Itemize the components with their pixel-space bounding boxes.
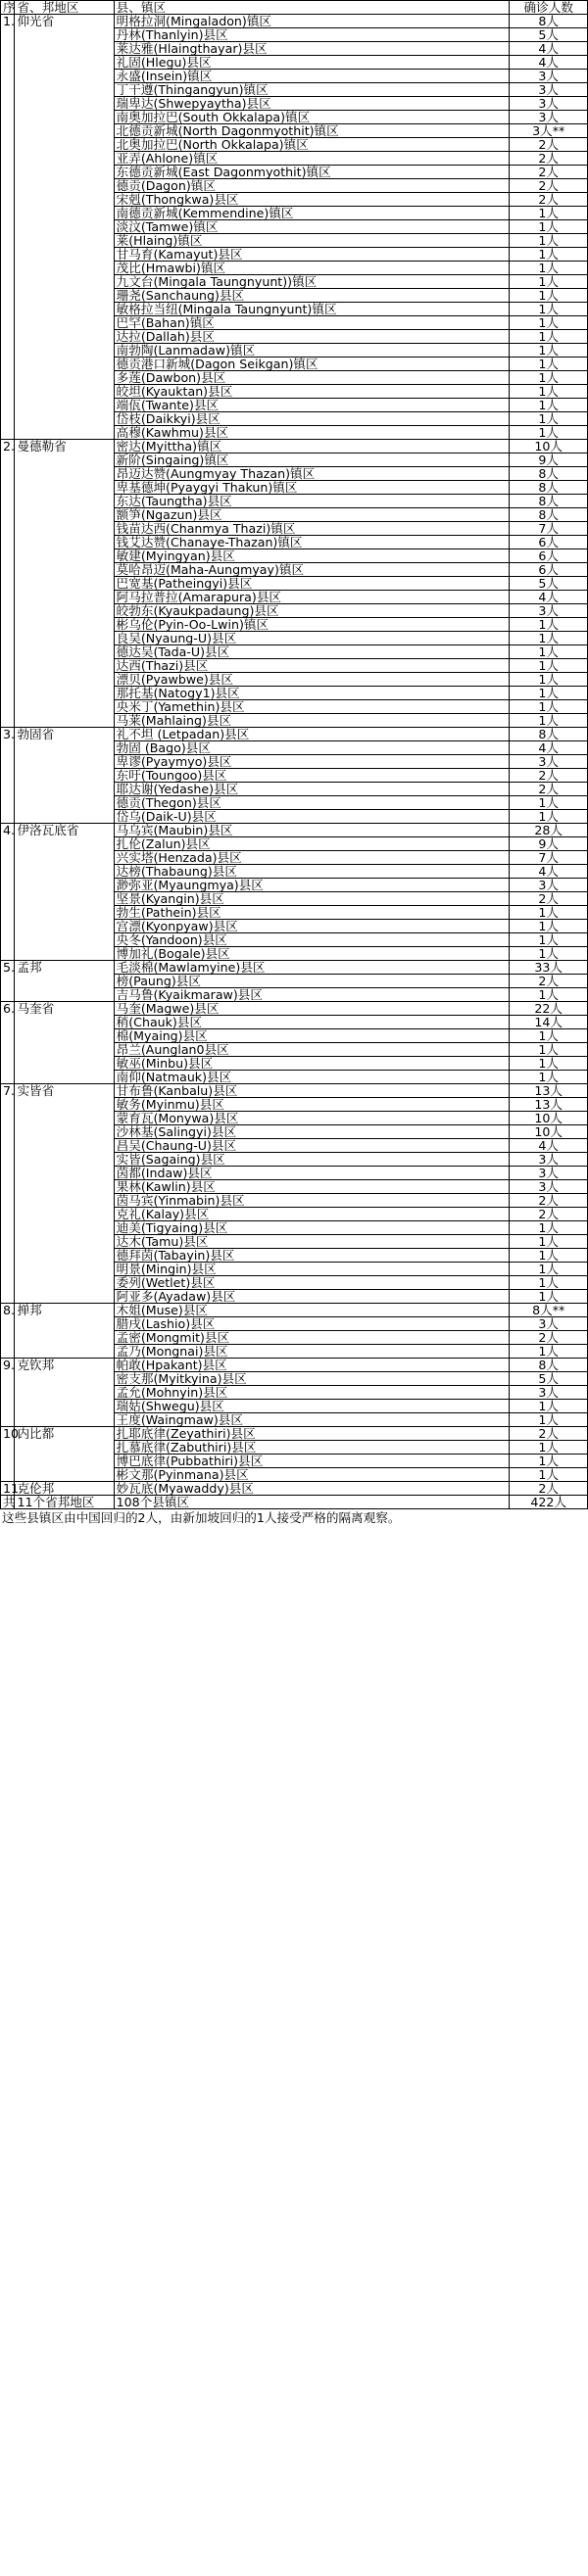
district-name: 巴宽基(Patheingyi)县区: [114, 577, 510, 591]
district-name: 德贡(Thegon)县区: [114, 796, 510, 810]
district-name: 昂迈达赞(Aungmyay Thazan)镇区: [114, 467, 510, 481]
case-count: 8人: [510, 495, 588, 508]
case-count: 10人: [510, 440, 588, 453]
district-name: 茵都(Indaw)县区: [114, 1167, 510, 1180]
district-name: 珊尧(Sanchaung)县区: [114, 289, 510, 303]
district-name: 榜(Paung)县区: [114, 975, 510, 988]
district-name: 密达(Myittha)镇区: [114, 440, 510, 453]
district-name: 阿亚多(Ayadaw)县区: [114, 1290, 510, 1304]
district-name: 淡汶(Tamwe)镇区: [114, 220, 510, 234]
table-row: [1, 1359, 588, 1372]
district-name: 毛淡棉(Mawlamyine)县区: [114, 961, 510, 975]
district-name: 莱(Hlaing)镇区: [114, 234, 510, 248]
district-name: 腊戌(Lashio)县区: [114, 1317, 510, 1331]
case-count: 4人: [510, 865, 588, 879]
case-count: 1人: [510, 1221, 588, 1235]
case-count: 1人: [510, 700, 588, 714]
district-name: 马莱(Mahlaing)县区: [114, 714, 510, 728]
district-name: 皎坦(Kyauktan)县区: [114, 385, 510, 399]
district-name: 稍(Chauk)县区: [114, 1016, 510, 1029]
case-count: 3人: [510, 1317, 588, 1331]
group-region: 伊洛瓦底省: [15, 824, 114, 961]
district-name: 博加礼(Bogale)县区: [114, 947, 510, 961]
group-region: 克伦邦: [15, 1482, 114, 1496]
table-row: [1, 1304, 588, 1317]
district-name: 明格拉洞(Mingaladon)镇区: [114, 15, 510, 28]
group-number: 4.: [1, 824, 15, 961]
district-name: 扎耶底律(Zeyathiri)县区: [114, 1427, 510, 1441]
case-count: 8人: [510, 481, 588, 495]
district-name: 礼不坦 (Letpadan)县区: [114, 728, 510, 741]
case-count: 1人: [510, 1263, 588, 1276]
case-count: 1人: [510, 920, 588, 933]
case-count: 5人: [510, 1372, 588, 1386]
district-name: 德拜茵(Tabayin)县区: [114, 1249, 510, 1263]
case-count: 1人: [510, 645, 588, 659]
group-region: 仰光省: [15, 15, 114, 440]
case-count: 2人: [510, 1194, 588, 1208]
district-name: 南勃陶(Lanmadaw)镇区: [114, 344, 510, 358]
case-count: 2人: [510, 975, 588, 988]
case-count: 8人: [510, 1359, 588, 1372]
group-number: 10.: [1, 1427, 15, 1482]
district-name: 王度(Waingmaw)县区: [114, 1413, 510, 1427]
district-name: 礼固(Hlegu)县区: [114, 56, 510, 70]
case-count: 6人: [510, 563, 588, 577]
district-name: 多莲(Dawbon)县区: [114, 371, 510, 385]
case-count: 1人: [510, 1345, 588, 1359]
case-count: 10人: [510, 1125, 588, 1139]
case-count: 1人: [510, 673, 588, 687]
footnote: 这些县镇区由中国回归的2人，由新加坡回归的1人接受严格的隔离观察。: [2, 1510, 401, 1525]
district-name: 端佤(Twante)县区: [114, 399, 510, 412]
case-count: 3人: [510, 97, 588, 111]
district-name: 德贡(Dagon)镇区: [114, 179, 510, 193]
district-name: 孟乃(Mongnai)县区: [114, 1345, 510, 1359]
case-count: 5人: [510, 577, 588, 591]
district-name: 昌吴(Chaung-U)县区: [114, 1139, 510, 1153]
district-name: 卑谬(Pyaymyo)县区: [114, 755, 510, 769]
case-count: 1人: [510, 1029, 588, 1043]
district-name: 丁干遵(Thingangyun)镇区: [114, 83, 510, 97]
case-count: 2人: [510, 152, 588, 166]
case-count: 1人: [510, 1235, 588, 1249]
case-count: 3人: [510, 111, 588, 124]
group-number: 7.: [1, 1084, 15, 1304]
case-count: 1人: [510, 1071, 588, 1084]
district-name: 额笋(Ngazun)县区: [114, 508, 510, 522]
group-region: 孟邦: [15, 961, 114, 1002]
case-count: 1人: [510, 906, 588, 920]
case-count: 3人: [510, 83, 588, 97]
case-count: 1人: [510, 385, 588, 399]
district-name: 北奥加拉巴(North Okkalapa)镇区: [114, 138, 510, 152]
district-name: 勃生(Pathein)县区: [114, 906, 510, 920]
total-no: 共: [1, 1496, 15, 1509]
district-name: 蒙育瓦(Monywa)县区: [114, 1112, 510, 1125]
district-name: 瑞卑达(Shwepyaytha)县区: [114, 97, 510, 111]
table-row: [1, 961, 588, 975]
district-name: 帕敢(Hpakant)县区: [114, 1359, 510, 1372]
case-count: 1人: [510, 1400, 588, 1413]
case-count: 1人: [510, 262, 588, 275]
district-name: 彬乌伦(Pyin-Oo-Lwin)镇区: [114, 618, 510, 632]
table-row: [1, 1084, 588, 1098]
case-count: 8人: [510, 728, 588, 741]
case-count: 3人: [510, 70, 588, 83]
case-count: 1人: [510, 412, 588, 426]
group-number: 6.: [1, 1002, 15, 1084]
case-count: 4人: [510, 1139, 588, 1153]
district-name: 莫哈昂迈(Maha-Aungmyay)镇区: [114, 563, 510, 577]
table-row: [1, 728, 588, 741]
group-region: 克钦邦: [15, 1359, 114, 1427]
case-count: 8人: [510, 15, 588, 28]
header-count: 确诊人数: [510, 1, 588, 15]
case-count: 13人: [510, 1084, 588, 1098]
district-name: 沙林基(Salingyi)县区: [114, 1125, 510, 1139]
case-count: 1人: [510, 316, 588, 330]
district-name: 木姐(Muse)县区: [114, 1304, 510, 1317]
case-count: 1人: [510, 1413, 588, 1427]
case-count: 22人: [510, 1002, 588, 1016]
case-count: 1人: [510, 426, 588, 440]
district-name: 妙瓦底(Myawaddy)县区: [114, 1482, 510, 1496]
district-name: 德贡港口新城(Dagon Seikgan)镇区: [114, 358, 510, 371]
case-count: 1人: [510, 933, 588, 947]
district-name: 昂兰(Aunglan0县区: [114, 1043, 510, 1057]
district-name: 委列(Wetlet)县区: [114, 1276, 510, 1290]
district-name: 茂比(Hmawbi)镇区: [114, 262, 510, 275]
case-count: 13人: [510, 1098, 588, 1112]
case-count: 1人: [510, 358, 588, 371]
case-count: 1人: [510, 1441, 588, 1455]
district-name: 永盛(Insein)镇区: [114, 70, 510, 83]
case-count: 1人: [510, 659, 588, 673]
district-name: 莱达雅(Hlaingthayar)县区: [114, 42, 510, 56]
district-name: 敏巫(Minbu)县区: [114, 1057, 510, 1071]
district-name: 克礼(Kalay)县区: [114, 1208, 510, 1221]
district-name: 宋剋(Thongkwa)县区: [114, 193, 510, 207]
district-name: 甘马育(Kamayut)县区: [114, 248, 510, 262]
district-name: 实皆(Sagaing)县区: [114, 1153, 510, 1167]
case-count: 28人: [510, 824, 588, 837]
case-count: 3人**: [510, 124, 588, 138]
group-number: 5.: [1, 961, 15, 1002]
district-name: 央冬(Yandoon)县区: [114, 933, 510, 947]
case-count: 1人: [510, 275, 588, 289]
total-district: 108个县镇区: [114, 1496, 510, 1509]
district-name: 东吁(Toungoo)县区: [114, 769, 510, 783]
case-count: 1人: [510, 220, 588, 234]
case-count: 1人: [510, 1249, 588, 1263]
group-number: 1.: [1, 15, 15, 440]
district-name: 孟密(Mongmit)县区: [114, 1331, 510, 1345]
case-count: 3人: [510, 1180, 588, 1194]
group-region: 内比都: [15, 1427, 114, 1482]
case-count: 1人: [510, 1290, 588, 1304]
district-name: 那托基(Natogy1)县区: [114, 687, 510, 700]
district-name: 敏建(Myingyan)县区: [114, 549, 510, 563]
case-count: 1人: [510, 714, 588, 728]
district-name: 东德贡新城(East Dagonmyothit)镇区: [114, 166, 510, 179]
case-count: 1人: [510, 1468, 588, 1482]
case-count: 2人: [510, 1331, 588, 1345]
district-name: 博巴底律(Pubbathiri)县区: [114, 1455, 510, 1468]
case-count: 3人: [510, 604, 588, 618]
case-count: 2人: [510, 138, 588, 152]
district-name: 漂贝(Pyawbwe)县区: [114, 673, 510, 687]
case-count: 1人: [510, 371, 588, 385]
district-name: 九文台(Mingala Taungnyunt))镇区: [114, 275, 510, 289]
case-count: 1人: [510, 1043, 588, 1057]
group-region: 曼德勒省: [15, 440, 114, 728]
case-count: 3人: [510, 1386, 588, 1400]
case-count: 1人: [510, 399, 588, 412]
case-count: 2人: [510, 166, 588, 179]
group-number: 11.: [1, 1482, 15, 1496]
total-region: 11个省邦地区: [15, 1496, 114, 1509]
table-row: [1, 1427, 588, 1441]
district-name: 马乌宾(Maubin)县区: [114, 824, 510, 837]
district-name: 耶达谢(Yedashe)县区: [114, 783, 510, 796]
district-name: 巴罕(Bahan)镇区: [114, 316, 510, 330]
case-count: 8人: [510, 467, 588, 481]
total-count: 422人: [510, 1496, 588, 1509]
district-name: 敏务(Myinmu)县区: [114, 1098, 510, 1112]
case-count: 6人: [510, 549, 588, 563]
district-name: 扎伦(Zalun)县区: [114, 837, 510, 851]
case-count: 9人: [510, 837, 588, 851]
header-no: 序: [1, 1, 15, 15]
case-count: 3人: [510, 755, 588, 769]
case-count: 1人: [510, 1057, 588, 1071]
district-name: 坚景(Kyangin)县区: [114, 892, 510, 906]
district-name: 北德贡新城(North Dagonmyothit)镇区: [114, 124, 510, 138]
district-name: 达西(Thazi)县区: [114, 659, 510, 673]
district-name: 明景(Mingin)县区: [114, 1263, 510, 1276]
table-body: [1, 1, 588, 1509]
district-name: 甘布鲁(Kanbalu)县区: [114, 1084, 510, 1098]
case-count: 33人: [510, 961, 588, 975]
group-number: 2.: [1, 440, 15, 728]
case-count: 1人: [510, 1276, 588, 1290]
district-name: 丹林(Thanlyin)县区: [114, 28, 510, 42]
district-name: 宫漂(Kyonpyaw)县区: [114, 920, 510, 933]
case-count: 1人: [510, 234, 588, 248]
district-name: 钱艾达赞(Chanaye-Thazan)镇区: [114, 536, 510, 549]
case-count: 8人**: [510, 1304, 588, 1317]
group-region: 勃固省: [15, 728, 114, 824]
case-count: 2人: [510, 1208, 588, 1221]
district-name: 达榜(Thabaung)县区: [114, 865, 510, 879]
district-name: 卑基德坤(Pyaygyi Thakun)镇区: [114, 481, 510, 495]
total-row: [1, 1496, 588, 1509]
district-name: 勃固 (Bago)县区: [114, 741, 510, 755]
district-name: 高穆(Kawhmu)县区: [114, 426, 510, 440]
case-count: 2人: [510, 892, 588, 906]
group-region: 实皆省: [15, 1084, 114, 1304]
district-name: 茵马宾(Yinmabin)县区: [114, 1194, 510, 1208]
case-count: 1人: [510, 1455, 588, 1468]
case-count: 1人: [510, 947, 588, 961]
case-count: 3人: [510, 1167, 588, 1180]
table-row: [1, 440, 588, 453]
case-count: 1人: [510, 988, 588, 1002]
district-name: 达木(Tamu)县区: [114, 1235, 510, 1249]
case-count: 1人: [510, 796, 588, 810]
district-name: 瑞姑(Shwegu)县区: [114, 1400, 510, 1413]
header-region: 省、邦地区: [15, 1, 114, 15]
district-name: 阿马拉普拉(Amarapura)县区: [114, 591, 510, 604]
case-count: 4人: [510, 42, 588, 56]
case-count: 2人: [510, 783, 588, 796]
district-name: 良吴(Nyaung-U)县区: [114, 632, 510, 645]
district-name: 南仰(Natmauk)县区: [114, 1071, 510, 1084]
case-count: 7人: [510, 851, 588, 865]
case-count: 14人: [510, 1016, 588, 1029]
case-count: 3人: [510, 879, 588, 892]
table-row: [1, 1002, 588, 1016]
district-name: 德达吴(Tada-U)县区: [114, 645, 510, 659]
district-name: 吉马鲁(Kyaikmaraw)县区: [114, 988, 510, 1002]
case-count: 1人: [510, 289, 588, 303]
table-row: [1, 1482, 588, 1496]
case-count: 9人: [510, 453, 588, 467]
case-count: 2人: [510, 769, 588, 783]
district-name: 棉(Myaing)县区: [114, 1029, 510, 1043]
case-count: 6人: [510, 536, 588, 549]
district-name: 东达(Taungtha)县区: [114, 495, 510, 508]
district-name: 密支那(Myitkyina)县区: [114, 1372, 510, 1386]
district-name: 彬文那(Pyinmana)县区: [114, 1468, 510, 1482]
header-district: 县、镇区: [114, 1, 510, 15]
case-count: 2人: [510, 193, 588, 207]
district-name: 岱乌(Daik-U)县区: [114, 810, 510, 824]
district-name: 马奎(Magwe)县区: [114, 1002, 510, 1016]
case-count: 3人: [510, 1153, 588, 1167]
district-name: 亚弄(Ahlone)镇区: [114, 152, 510, 166]
case-count: 5人: [510, 28, 588, 42]
group-region: 掸邦: [15, 1304, 114, 1359]
case-count: 1人: [510, 632, 588, 645]
case-count: 7人: [510, 522, 588, 536]
district-name: 果林(Kawlin)县区: [114, 1180, 510, 1194]
header-row: [1, 1, 588, 15]
case-count: 1人: [510, 618, 588, 632]
case-count: 1人: [510, 687, 588, 700]
district-name: 敏格拉当纽(Mingala Taungnyunt)镇区: [114, 303, 510, 316]
district-name: 南奥加拉巴(South Okkalapa)镇区: [114, 111, 510, 124]
case-count: 1人: [510, 303, 588, 316]
case-count: 1人: [510, 207, 588, 220]
group-number: 9.: [1, 1359, 15, 1427]
group-number: 3.: [1, 728, 15, 824]
case-count: 1人: [510, 810, 588, 824]
case-count: 1人: [510, 248, 588, 262]
district-name: 南德贡新城(Kemmendine)镇区: [114, 207, 510, 220]
table-row: [1, 15, 588, 28]
case-count: 10人: [510, 1112, 588, 1125]
district-name: 皎勃东(Kyaukpadaung)县区: [114, 604, 510, 618]
district-name: 钱苗达西(Chanmya Thazi)镇区: [114, 522, 510, 536]
group-number: 8.: [1, 1304, 15, 1359]
district-name: 岱枝(Daikkyi)县区: [114, 412, 510, 426]
table-row: [1, 824, 588, 837]
district-name: 扎慕底律(Zabuthiri)县区: [114, 1441, 510, 1455]
case-count: 2人: [510, 1482, 588, 1496]
case-count: 4人: [510, 591, 588, 604]
case-count: 4人: [510, 56, 588, 70]
case-count: 2人: [510, 179, 588, 193]
district-name: 渺弥亚(Myaungmya)县区: [114, 879, 510, 892]
district-name: 达拉(Dallah)县区: [114, 330, 510, 344]
district-name: 孟允(Mohnyin)县区: [114, 1386, 510, 1400]
case-count: 8人: [510, 508, 588, 522]
case-count: 1人: [510, 344, 588, 358]
group-region: 马奎省: [15, 1002, 114, 1084]
case-count: 4人: [510, 741, 588, 755]
district-name: 迪美(Tigyaing)县区: [114, 1221, 510, 1235]
district-name: 兴实塔(Henzada)县区: [114, 851, 510, 865]
case-count: 1人: [510, 330, 588, 344]
case-count: 2人: [510, 1427, 588, 1441]
district-name: 新阶(Singaing)镇区: [114, 453, 510, 467]
district-name: 央米丁(Yamethin)县区: [114, 700, 510, 714]
